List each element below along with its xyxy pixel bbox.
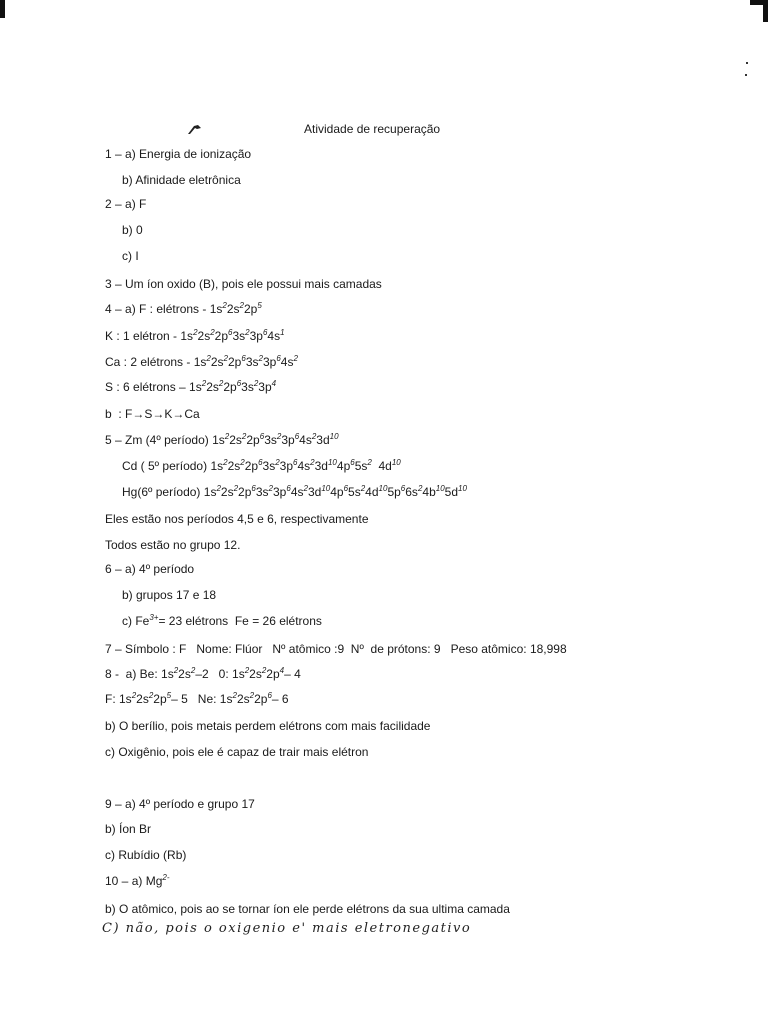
electron-count: 6	[241, 354, 246, 363]
line-text: c) Rubídio (Rb)	[105, 848, 187, 862]
electron-count: 2	[253, 379, 259, 388]
line-prefix: F:	[105, 692, 119, 706]
electron-count: 2	[201, 379, 207, 388]
answer-line	[105, 874, 170, 888]
orbital-term: $2s^2$	[136, 691, 154, 706]
ion-charge: 3+	[149, 613, 159, 622]
orbital-term: $1s^2$	[189, 379, 207, 394]
orbital-term: $3s^2$	[232, 328, 250, 343]
orbital-term: $2s^2$	[178, 666, 196, 681]
orbital-term: $4p^6$	[330, 484, 349, 499]
orbital-term: $1s^2$	[203, 484, 221, 499]
orbital-term: $1s^2$	[209, 301, 227, 316]
line-prefix: 10 – a) Mg	[105, 874, 163, 888]
electron-count: 6	[350, 458, 355, 467]
orbital-term: $5p^6$	[387, 484, 406, 499]
orbital-term: $1s^2$	[180, 328, 198, 343]
electron-count: 6	[258, 458, 263, 467]
electron-count: 2	[206, 354, 211, 363]
answer-line	[105, 355, 298, 369]
answer-line	[122, 249, 139, 263]
line-text: c) Oxigênio, pois ele é capaz de trair mais elétron	[105, 745, 369, 759]
electron-count: 2	[367, 458, 372, 467]
electron-count: 10	[378, 484, 388, 493]
orbital-term: $5s^2$	[354, 458, 372, 473]
orbital-term: $2s^2$	[236, 691, 255, 706]
orbital-term: $1s^2$	[161, 666, 179, 681]
answer-line	[105, 848, 186, 862]
orbital-term: $1s^2$	[212, 432, 230, 447]
electron-count: 2	[173, 666, 179, 675]
line-text: 6 – a) 4º período	[105, 562, 195, 576]
electron-count: 2	[275, 458, 280, 467]
document-title: Atividade de recuperação	[304, 122, 441, 136]
orbital-term: $4s^2$	[280, 354, 298, 369]
line-text: b) Afinidade eletrônica	[122, 173, 241, 187]
line-suffix: 4d	[371, 459, 392, 473]
answer-line	[105, 197, 146, 211]
line-text: Eles estão nos períodos 4,5 e 6, respectivamente	[105, 512, 369, 526]
line-text: Todos estão no grupo 12.	[105, 538, 241, 552]
line-suffix: – 6	[271, 692, 289, 706]
orbital-term: $4s^1$	[267, 328, 285, 343]
answer-line	[105, 719, 430, 733]
orbital-term: $1s^2$	[193, 354, 211, 369]
orbital-term: $3p^6$	[249, 328, 268, 343]
answer-line	[105, 642, 567, 656]
electron-count: 5	[257, 301, 262, 310]
ink-blot-mark	[186, 122, 204, 136]
electron-count: 5	[166, 691, 172, 700]
electron-count: 10	[329, 432, 339, 441]
electron-count: 2	[417, 484, 423, 493]
orbital-term: $3p^4$	[258, 379, 277, 394]
line-prefix: Ca : 2 elétrons -	[105, 355, 194, 369]
electron-count: 2	[233, 484, 239, 493]
answer-line	[122, 614, 322, 628]
orbital-term: $2s^2$	[227, 458, 245, 473]
electron-count: 10	[391, 458, 401, 467]
electron-count: 2	[148, 691, 154, 700]
line-text: 1 – a) Energia de ionização	[105, 147, 252, 161]
answer-line	[105, 902, 510, 916]
electron-count: 6	[276, 354, 281, 363]
electron-count: 2	[223, 458, 228, 467]
electron-count: 2	[223, 354, 228, 363]
orbital-term: $3p^6$	[279, 458, 298, 473]
electron-count: 2	[240, 458, 245, 467]
answer-line	[105, 562, 194, 576]
electron-count: 2	[244, 666, 250, 675]
orbital-term: $4p^6$	[336, 458, 355, 473]
scan-speck	[746, 62, 748, 64]
orbital-term: $3d^{10}$	[314, 458, 337, 473]
handwritten-answer: C) não, pois o oxigenio e' mais eletronegativo	[102, 921, 472, 936]
answer-line	[105, 667, 301, 681]
electron-count: 6	[400, 484, 406, 493]
answer-line	[122, 173, 241, 187]
answer-line	[122, 485, 467, 499]
scan-speck	[745, 74, 747, 76]
answer-line	[122, 459, 401, 473]
scan-edge-mark	[763, 0, 768, 22]
answer-line	[105, 433, 339, 447]
electron-count: 10	[458, 484, 467, 493]
answer-line	[105, 329, 285, 343]
line-text: b) Íon Br	[105, 822, 152, 836]
electron-count: 2	[293, 354, 298, 363]
ion-charge: 2-	[162, 873, 170, 882]
line-prefix: 5 – Zm (4º período)	[105, 433, 213, 447]
electron-count: 10	[327, 458, 337, 467]
electron-count: 2	[276, 432, 282, 441]
line-text: b) O atômico, pois ao se tornar íon ele perde elétrons da sua ultima camada	[105, 902, 510, 916]
electron-count: 6	[294, 432, 300, 441]
electron-count: 2	[190, 666, 196, 675]
line-prefix: Hg(6º período)	[122, 485, 204, 499]
orbital-term: $2p^5$	[244, 301, 262, 316]
electron-count: 2	[258, 354, 263, 363]
orbital-term: $3s^2$	[241, 379, 259, 394]
electron-count: 6	[267, 691, 272, 700]
answer-line	[105, 380, 276, 394]
answer-line	[105, 822, 151, 836]
line-prefix: Cd ( 5º período)	[122, 459, 211, 473]
orbital-term: $2p^6$	[244, 458, 263, 473]
electron-count: 2	[239, 301, 244, 310]
orbital-term: $2s^2$	[220, 484, 239, 499]
scan-edge-mark	[0, 0, 5, 18]
electron-count: 6	[259, 432, 265, 441]
line-prefix: 4 – a) F : elétrons -	[105, 302, 210, 316]
orbital-term: $2s^2$	[210, 354, 228, 369]
orbital-term: $2p^6$	[228, 354, 246, 369]
line-text: 2 – a) F	[105, 197, 147, 211]
line-text: 3 – Um íon oxido (B), pois ele possui mais camadas	[105, 277, 382, 291]
electron-count: 2	[261, 666, 267, 675]
answer-line	[105, 692, 289, 706]
orbital-term: $3p^6$	[262, 354, 281, 369]
electron-count: 2	[268, 484, 273, 493]
line-prefix: S : 6 elétrons –	[105, 380, 190, 394]
orbital-term: $3s^2$	[245, 354, 263, 369]
electron-count: 2	[303, 484, 308, 493]
line-suffix: – 4	[284, 667, 301, 681]
answer-line	[105, 277, 382, 291]
orbital-term: $1s^2$	[119, 691, 137, 706]
orbital-term: $2p^4$	[266, 666, 285, 681]
orbital-term: $2s^2$	[226, 301, 244, 316]
electron-count: 6	[236, 379, 242, 388]
orbital-term: $2s^2$	[249, 666, 267, 681]
orbital-term: $3s^2$	[255, 484, 273, 499]
orbital-term: $3p^6$	[281, 432, 300, 447]
orbital-term: $2p^6$	[238, 484, 256, 499]
electron-count: 2	[310, 458, 315, 467]
line-text: b) grupos 17 e 18	[122, 588, 217, 602]
electron-count: 6	[286, 484, 291, 493]
electron-count: 2	[360, 484, 366, 493]
orbital-term: $5s^2$	[348, 484, 366, 499]
line-text: 7 – Símbolo : F Nome: Flúor Nº atômico :9 Nº de prótons: 9 Peso atômico: 18,998	[105, 642, 567, 656]
line-text: b : F→S→K→Ca	[105, 407, 200, 421]
answer-line	[105, 512, 369, 526]
electron-count: 2	[193, 328, 198, 337]
orbital-term: $2s^2$	[197, 328, 215, 343]
orbital-term: $3d^{10}$	[307, 484, 331, 499]
electron-count: 2	[232, 691, 237, 700]
orbital-term: $2s^2$	[206, 379, 224, 394]
electron-count: 2	[224, 432, 230, 441]
answer-line	[122, 588, 216, 602]
line-suffix: – 5 Ne:	[171, 692, 220, 706]
orbital-term: $2p^6$	[246, 432, 265, 447]
electron-count: 6	[251, 484, 256, 493]
orbital-term: $2p^6$	[223, 379, 242, 394]
orbital-term: $4s^2$	[297, 458, 315, 473]
electron-count: 2	[210, 328, 215, 337]
line-suffix: –2 0:	[195, 667, 233, 681]
answer-line	[105, 407, 200, 421]
electron-count: 2	[222, 301, 227, 310]
electron-count: 2	[241, 432, 247, 441]
line-prefix: 8 - a) Be:	[105, 667, 162, 681]
line-prefix: K : 1 elétron -	[105, 329, 181, 343]
electron-count: 6	[293, 458, 298, 467]
answer-line	[105, 745, 368, 759]
orbital-term: $3s^2$	[262, 458, 280, 473]
electron-count: 4	[279, 666, 285, 675]
orbital-term: $3d^{10}$	[316, 432, 339, 447]
orbital-term: $6s^2$	[405, 484, 423, 499]
orbital-term: $3p^6$	[273, 484, 291, 499]
orbital-term: $2p^5$	[153, 691, 172, 706]
electron-count: 2	[249, 691, 255, 700]
orbital-term: $4b^{10}$	[422, 484, 445, 499]
orbital-term: $4s^2$	[290, 484, 308, 499]
answer-line	[105, 302, 262, 316]
line-text: b) O berílio, pois metais perdem elétrons com mais facilidade	[105, 719, 431, 733]
orbital-term: $1s^2$	[219, 691, 237, 706]
electron-count: 2	[131, 691, 137, 700]
line-text: c) I	[122, 249, 139, 263]
electron-count: 6	[228, 328, 233, 337]
orbital-term: $2p^6$	[254, 691, 272, 706]
orbital-term: $4s^2$	[299, 432, 317, 447]
electron-count: 2	[218, 379, 224, 388]
line-prefix: c) Fe	[122, 614, 150, 628]
orbital-term: $4d^{10}$	[365, 484, 388, 499]
orbital-term: $2p^6$	[214, 328, 233, 343]
electron-count: 10	[435, 484, 445, 493]
orbital-term: $2s^2$	[229, 432, 247, 447]
electron-count: 10	[321, 484, 331, 493]
answer-line	[105, 538, 240, 552]
answer-line	[105, 797, 255, 811]
answer-line	[105, 147, 251, 161]
orbital-term: $1s^2$	[210, 458, 228, 473]
line-text: b) 0	[122, 223, 143, 237]
answer-line	[122, 223, 143, 237]
orbital-term: $3s^2$	[264, 432, 282, 447]
electron-count: 4	[271, 379, 277, 388]
electron-count: 6	[343, 484, 349, 493]
electron-count: 2	[245, 328, 250, 337]
orbital-term: $1s^2$	[232, 666, 250, 681]
electron-count: 6	[262, 328, 268, 337]
line-text: 9 – a) 4º período e grupo 17	[105, 797, 255, 811]
electron-count: 2	[311, 432, 317, 441]
electron-count: 1	[280, 328, 285, 337]
line-text: = 23 elétrons Fe = 26 elétrons	[158, 614, 322, 628]
electron-count: 2	[216, 484, 221, 493]
orbital-term: $5d^{10}$	[444, 484, 467, 499]
